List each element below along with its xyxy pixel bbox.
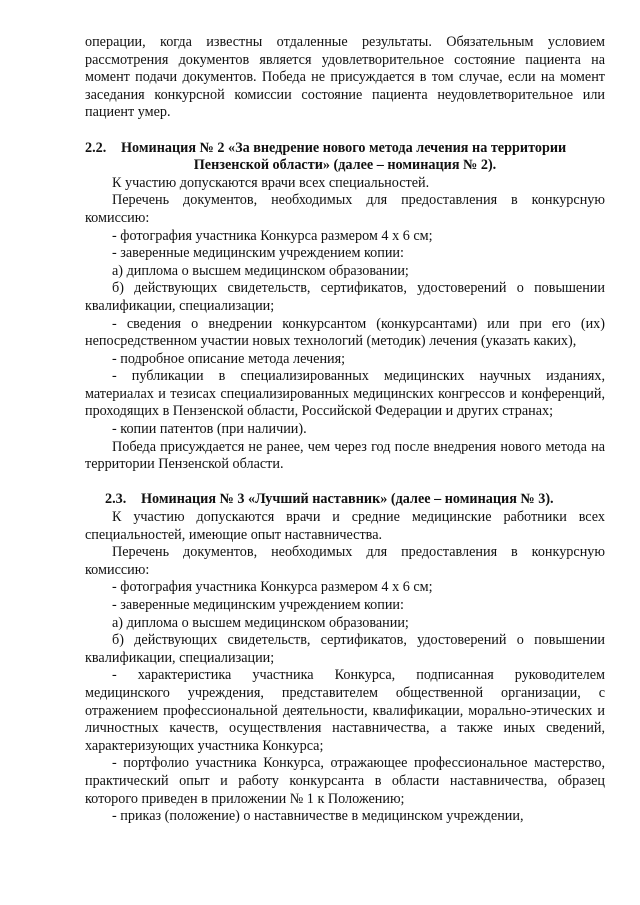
section-2-2-heading bbox=[85, 140, 605, 175]
documents-intro: Перечень документов, необходимых для предоставления в конкурсную комиссию: bbox=[85, 192, 605, 226]
intro-paragraph: операции, когда известны отдаленные результаты. Обязательным условием рассмотрения документов является удовлетворительное состояние пациента на момент подачи документов. Победа не присуждается в том случае, если на момент заседания конкурсной комиссии состояние пациента неудовлетворительное или пациент умер. bbox=[85, 34, 605, 121]
victory-condition: Победа присуждается не ранее, чем через год после внедрения нового метода на территории Пензенской области. bbox=[85, 438, 605, 473]
participants-paragraph: К участию допускаются врачи всех специальностей. bbox=[112, 174, 430, 191]
document-page bbox=[85, 34, 605, 826]
list-item: - заверенные медицинским учреждением копии: bbox=[112, 245, 404, 262]
list-item: - фотография участника Конкурса размером 4 х 6 см; bbox=[112, 227, 433, 244]
section-title-line2: Пензенской области» (далее – номинация № 2). bbox=[193, 157, 497, 174]
list-item: б) действующих свидетельств, сертификатов, удостоверений о повышении квалификации, специализации; bbox=[85, 280, 605, 314]
list-item: - заверенные медицинским учреждением копии: bbox=[112, 597, 404, 613]
list-item: а) диплома о высшем медицинском образовании; bbox=[112, 262, 409, 279]
spacer bbox=[85, 122, 605, 140]
section-number: 2.2. bbox=[85, 139, 107, 156]
section-2-3-heading bbox=[85, 491, 605, 509]
list-item: - характеристика участника Конкурса, подписанная руководителем медицинского учреждения, представителем общественной организации, с отражением профессиональной деятельности, квалификации, морально-этических и личностных качеств, осуществления наставничества, а также иных сведений, характеризующих участника Конкурса; bbox=[85, 667, 605, 754]
list-item: - сведения о внедрении конкурсантом (конкурсантами) или при его (их) непосредственном участии новых технологий (методик) лечения (указать каких), bbox=[85, 315, 605, 350]
list-item: - публикации в специализированных медицинских научных изданиях, материалах и тезисах специализированных медицинских конгрессов и конференций, проходящих в Пензенской области, Российской Федерации и других странах; bbox=[85, 368, 605, 420]
list-item: - подробное описание метода лечения; bbox=[112, 350, 346, 367]
list-item: - копии патентов (при наличии). bbox=[112, 421, 307, 438]
section-title: Номинация № 3 «Лучший наставник» (далее – номинация № 3). bbox=[141, 491, 554, 508]
participants-paragraph: К участию допускаются врачи и средние медицинские работники всех специальностей, имеющие опыт наставничества. bbox=[85, 509, 605, 543]
list-item: - приказ (положение) о наставничестве в медицинском учреждении, bbox=[112, 808, 524, 825]
list-item: - портфолио участника Конкурса, отражающее профессиональное мастерство, практический опыт и работу конкурсанта в области наставничества, образец которого приведен в приложении № 1 к Положению; bbox=[85, 755, 605, 807]
list-item: а) диплома о высшем медицинском образовании; bbox=[112, 614, 409, 631]
documents-intro: Перечень документов, необходимых для предоставления в конкурсную комиссию: bbox=[85, 544, 605, 578]
list-item: - фотография участника Конкурса размером 4 х 6 см; bbox=[112, 579, 433, 596]
section-title-line1: Номинация № 2 «За внедрение нового метода лечения на территории bbox=[121, 139, 567, 156]
list-item: б) действующих свидетельств, сертификатов, удостоверений о повышении квалификации, специализации; bbox=[85, 632, 605, 666]
spacer bbox=[85, 474, 605, 492]
section-number: 2.3. bbox=[105, 491, 127, 508]
